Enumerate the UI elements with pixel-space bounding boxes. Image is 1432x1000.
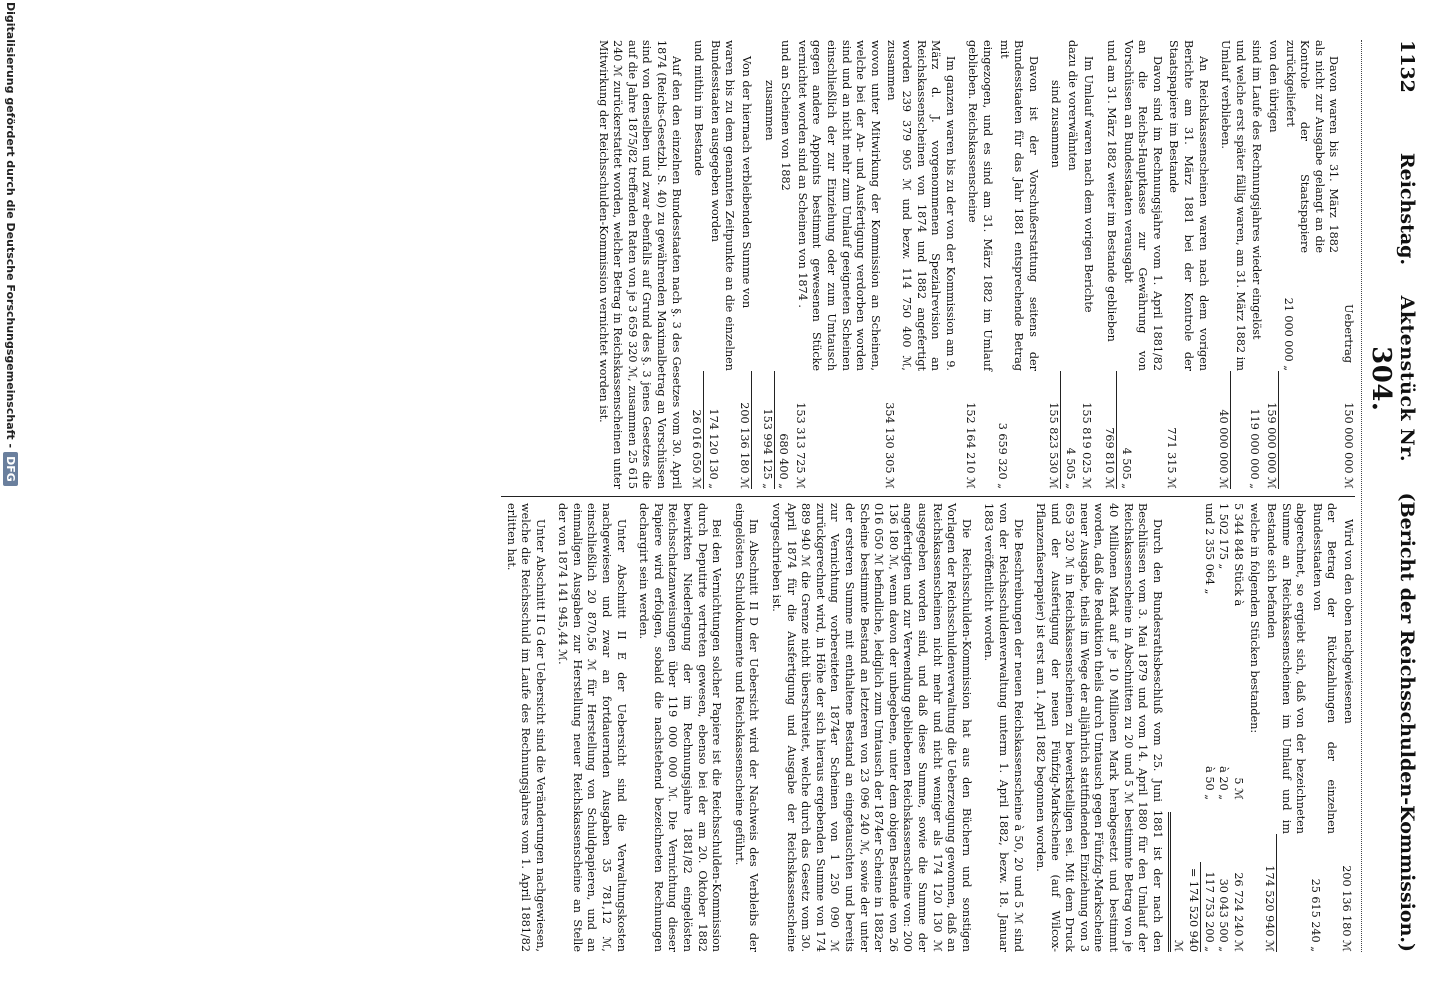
amount: 4 505 „ xyxy=(1063,447,1077,489)
paragraph: Bei den Vernichtungen solcher Papiere ist die Reichsschulden-Kommission durch Deputirte vertreten gewesen, ebenso bei der am 20. Oktober 1882 bewirkten Niederlegung der im Rechnungsjahre 1881/82 eingelösten Reichsschatzanweisungen über 119 000 000 ℳ. Die Vernichtung dieser Papiere wird erfolgen, sobald die nachstehend bezeichneten Rechnungen dechargirt sein werden. xyxy=(637,503,724,952)
paragraph: der Betrag der Rückzahlungen der einzelnen Bundesstaaten von xyxy=(1310,503,1339,834)
ledger-row xyxy=(1102,40,1119,489)
paragraph: Im ganzen waren bis zu der von der Kommission am 9. März d. J. vorgenommenen Spezialrevision an Reichskassenscheinen von 1874 und 1882 angefertigt worden 239 379 905 ℳ und bezw. 114 750 400 ℳ, zusammen xyxy=(885,40,957,371)
paragraph: und welche erst später fällig waren, am 31. März 1882 im Umlauf verblieben. xyxy=(1219,40,1247,371)
amount: 200 136 180 ℳ xyxy=(736,371,752,489)
paragraph: Unter Abschnitt II E der Uebersicht sind die Verwaltungskosten nachgewiesen und zwar an fortdauernden Ausgaben 35 781,12 ℳ, einschließlich 20 870,56 ℳ für Herstellung von Schuldpapieren, und an einmaligen Ausgaben zur Herstellung neuer Reichskassenscheine an Stelle der von 1874 141 945,44 ℳ. xyxy=(556,503,628,952)
header-left: Reichstag. xyxy=(1396,152,1418,266)
text: eingezogen, und es sind am 31. März 1882 im Umlauf geblieben. xyxy=(966,40,994,371)
table-total: = 174 520 940 ℳ xyxy=(1171,862,1201,952)
digitization-credit xyxy=(4,2,17,486)
amount: 771 315 ℳ xyxy=(1165,427,1179,489)
ledger-row xyxy=(776,40,793,489)
ledger-row xyxy=(689,40,706,489)
ledger-row xyxy=(705,40,736,489)
paragraph: Auf den den einzelnen Bundesstaaten nach §. 3 des Gesetzes vom 30. April 1874 (Reichs-Gesetzbl. S. 40) zu gewährenden Maximalbetrag an Vorschüssen sind von denselben und zwar ebenfalls auf Grund des §. 3 jenes Gesetzes die auf die Jahre 1875/82 treffenden Raten von je 3 659 320 ℳ, zusammen 25 615 240 ℳ zurückerstattet worden, welcher Betrag in Reichskassenscheinen unter Mitwirkung der Reichsschulden-Kommission vernichtet worden ist. xyxy=(596,40,683,489)
paragraph: Im Abschnitt II D der Uebersicht wird der Nachweis des Verbleibs der eingelösten Schuldokumente und Reichskassenscheine geführt. xyxy=(732,503,761,952)
ledger-row xyxy=(1261,503,1307,952)
paragraph: Wird von den oben nachgewiesenen xyxy=(1342,519,1355,724)
credit-text: Digitalisierung gefördert durch die Deutsche Forschungsgemeinschaft - xyxy=(4,2,17,449)
paragraph: abgerechnet, so ergiebt sich, daß von der bezeichneten Summe an Reichskassenscheinen im Umlauf und im Bestande sich befanden xyxy=(1265,503,1308,834)
ledger-row xyxy=(1079,40,1096,489)
paragraph: Davon sind im Rechnungsjahre vom 1. April 1881/82 an die Reichs-Hauptkasse zur Gewährung von Vorschüssen an Bundesstaaten verausgabt xyxy=(1121,40,1164,371)
table-cell: à 50 „ xyxy=(1202,766,1216,800)
table-cell: 26 724 240 ℳ xyxy=(1231,872,1245,952)
paragraph: Davon ist der Vorschußerstattung seitens der Bundesstaaten für das Jahr 1881 entsprechende Betrag mit xyxy=(997,40,1040,371)
header-right: (Bericht der Reichsschulden-Kommission.) xyxy=(1396,492,1418,952)
paragraph: sind zusammen xyxy=(1049,80,1063,168)
paragraph: An Reichskassenscheinen waren nach dem vorigen Berichte am 31. März 1881 bei der Kontrole der Staatspapiere im Bestande xyxy=(1167,40,1210,371)
table-cell: à 20 „ xyxy=(1217,766,1231,800)
paragraph: Die Reichsschulden-Kommission hat aus den Büchern und sonstigen Vorlagen der Reichsschuldenverwaltung die Ueberzeugung gewonnen, daß an Reichskassenscheinen nicht mehr und nicht weniger als 174 120 130 ℳ ausgegeben worden sind, und daß diese Summe, sowie die Summe der angefertigten und zur Verwendung gebliebenen Reichskassenscheine von: 200 136 180 ℳ, wenn davon der unbegebene, unter dem obigen Bestande von 26 016 050 ℳ befindliche, lediglich zum Umtausch der 1874er Scheine in 1882er Scheine bestimmte Bestand an letzteren von 23 096 240 ℳ, sowie der unter der ersteren Summe mit enthaltene Bestand an eingetauschten und bereits zur Vernichtung vorbereiteten 1874er Scheinen von 1 250 090 ℳ zurückgerechnet wird, in Höhe der sich hieraus ergebenden Summe von 174 889 940 ℳ die Grenze nicht überschreitet, welche durch das Gesetz vom 30. April 1874 für die Ausfertigung und Ausgabe der Reichskassenscheine vorgeschrieben ist. xyxy=(770,503,973,952)
paragraph: Durch den Bundesrathsbeschluß vom 25. Juni 1881 ist der nach den Beschlüssen vom 3. Mai 1879 und vom 14. April 1880 für den Umlauf der Reichskassenscheine in Abschnitten zu 20 und 5 ℳ bestimmte Betrag von je 40 Millionen Mark auf je 10 Millionen Mark herabgesetzt und bestimmt worden, daß die Reduktion theils durch Umtausch gegen Fünfzig-Markscheine neuer Ausgabe, theils im Wege der alljährlich stattfindenden Einziehung von 3 659 320 ℳ in Reichskassenscheinen zu bewerkstelligen sei. Mit dem Druck und der Ausfertigung der neuen Fünfzig-Markscheine (auf Wilcox-Pflanzenfaserpapier) ist erst am 1. April 1882 begonnen worden. xyxy=(1034,503,1164,952)
text: Reichskassenscheine xyxy=(966,102,980,223)
document-number: 304. xyxy=(1366,346,1396,412)
paragraph: Von der hiernach verbleibenden Summe von xyxy=(740,56,754,309)
ledger-row xyxy=(1338,503,1355,952)
page-number: 1132 xyxy=(1396,40,1418,93)
paragraph xyxy=(965,40,994,371)
ledger-row xyxy=(994,40,1040,489)
amount: 152 164 210 ℳ xyxy=(964,402,978,489)
amount: 40 000 000 ℳ xyxy=(1216,371,1232,489)
amount: 200 136 180 ℳ xyxy=(1340,865,1353,952)
amount: 155 819 025 ℳ xyxy=(1080,402,1094,489)
amount: 174 120 130 „ xyxy=(706,408,720,489)
amount: 21 000 000 „ xyxy=(1281,297,1295,371)
paragraph: sind im Laufe des Rechnungsjahres wieder eingelöst xyxy=(1250,40,1264,340)
amount: 3 659 320 „ xyxy=(995,422,1009,489)
ledger-row xyxy=(1118,40,1164,489)
paragraph: waren bis zu dem genannten Zeitpunkte an die einzelnen Bundesstaaten ausgegeben worden xyxy=(708,40,737,371)
ledger-row xyxy=(1164,40,1210,489)
table-cell: 117 753 200 „ xyxy=(1202,871,1216,952)
amount: 4 505 „ xyxy=(1119,447,1133,489)
paragraph: von den übrigen xyxy=(1267,40,1281,133)
ledger-row xyxy=(792,40,882,489)
paragraph: dazu die vorerwähnten xyxy=(1065,40,1079,171)
amount: 155 823 530 ℳ xyxy=(1046,371,1062,489)
paragraph: Die Beschreibungen der neuen Reichskassenscheine à 50, 20 und 5 ℳ sind von der Reichsschuldenverwaltung unterm 1. April 1882, bezw. 18. Januar 1883 veröffentlicht worden. xyxy=(982,503,1025,952)
header-title xyxy=(1366,265,1418,493)
amount: 25 615 240 „ xyxy=(1308,878,1322,952)
ledger-row xyxy=(1247,40,1264,489)
ledger-row xyxy=(1062,40,1079,489)
ledger-row xyxy=(1307,503,1338,952)
table-cell: 5 ℳ xyxy=(1231,777,1245,800)
ledger-row xyxy=(1263,40,1280,489)
table-cell: 1 502 175 „ xyxy=(1217,503,1231,570)
ledger-row xyxy=(736,40,753,489)
amount: 119 000 000 „ xyxy=(1248,408,1262,489)
paragraph: zusammen xyxy=(762,80,776,141)
body-columns xyxy=(501,40,1355,952)
denomination-table xyxy=(1171,503,1245,952)
table-cell: und 2 355 064 „ xyxy=(1202,503,1216,595)
amount: 769 810 ℳ xyxy=(1102,371,1118,489)
paragraph: Im Umlauf waren nach dem vorigen Berichte xyxy=(1082,56,1096,313)
page-header xyxy=(1361,40,1418,952)
dfg-logo: DFG xyxy=(3,452,18,486)
ledger-row xyxy=(1216,40,1247,489)
left-column xyxy=(501,40,1355,489)
amount: 153 994 125 „ xyxy=(759,371,775,489)
ledger-row xyxy=(963,40,994,489)
uebertrag-label: Uebertrag xyxy=(1342,304,1355,363)
header-title-text: Aktenstück Nr. xyxy=(1396,295,1418,463)
amount: 354 130 305 ℳ xyxy=(883,402,897,489)
table-cell: 5 344 848 Stück à xyxy=(1231,503,1245,607)
amount: 26 016 050 ℳ xyxy=(689,371,705,489)
paragraph: wovon unter Mitwirkung der Kommission an Scheinen, welche bei der An- und Ausfertigung verdorben worden sind und an nicht mehr zum Umlauf geeigneten Scheinen einschließlich der zur Einziehung oder zum Umtausch gegen andere Appoints bestimmt gewesenen Stücke vernichtet worden sind an Scheinen von 1874 . xyxy=(795,40,882,371)
ledger-row xyxy=(759,40,776,489)
ledger-row xyxy=(1280,40,1340,489)
right-column xyxy=(501,503,1355,952)
ledger-row xyxy=(1046,40,1063,489)
paragraph: welche in folgenden Stücken bestanden: xyxy=(1248,503,1262,734)
amount: 174 520 940 ℳ xyxy=(1261,834,1277,952)
paragraph: Davon waren bis 31. März 1882 als nicht zur Ausgabe gelangt an die Kontrole der Staatspapiere zurückgeliefert xyxy=(1283,40,1341,253)
ledger-row xyxy=(1340,40,1355,489)
paragraph: und mithin im Bestande xyxy=(692,40,706,176)
ledger-row xyxy=(882,40,957,489)
amount: 153 313 725 ℳ xyxy=(793,402,807,489)
paragraph: Unter Abschnitt II G der Uebersicht sind die Veränderungen nachgewiesen, welche die Reichsschuld im Laufe des Rechnungsjahres vom 1. April 1881/82 erlitten hat. xyxy=(504,503,547,952)
uebertrag-value: 150 000 000 ℳ xyxy=(1342,402,1355,489)
amount: 680 400 „ xyxy=(777,433,791,489)
table-cell: 30 043 500 „ xyxy=(1217,878,1231,952)
column-divider xyxy=(501,496,1355,497)
paragraph: und am 31. März 1882 weiter im Bestande geblieben xyxy=(1105,40,1119,342)
paragraph: und an Scheinen von 1882 xyxy=(779,40,793,191)
amount: 159 000 000 ℳ xyxy=(1263,371,1279,489)
